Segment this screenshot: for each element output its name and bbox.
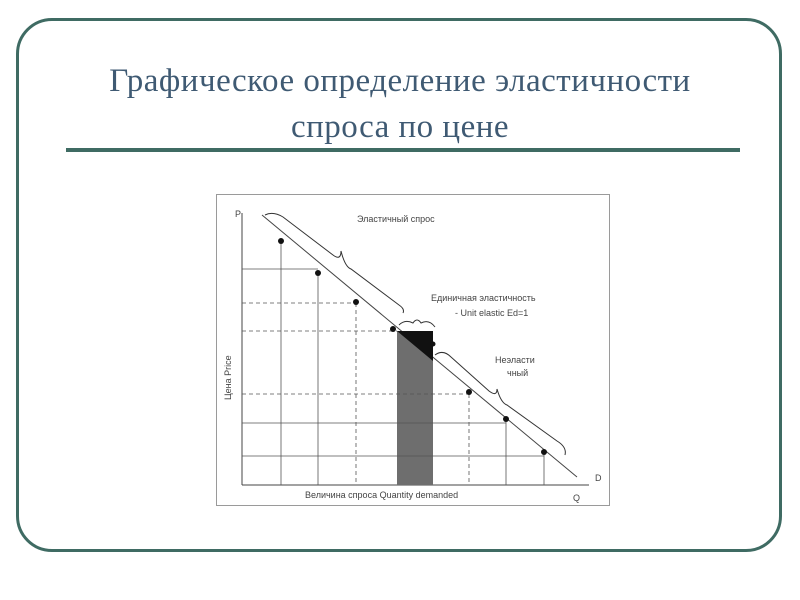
x-axis-label: Величина спроса Quantity demanded	[305, 490, 459, 500]
unit-label-1: Единичная эластичность	[431, 293, 536, 303]
inelastic-label-1: Неэласти	[495, 355, 535, 365]
inelastic-brace	[435, 352, 565, 455]
curve-point	[353, 299, 359, 305]
axis-p-label: P	[235, 209, 242, 219]
curve-point	[503, 416, 509, 422]
y-axis-label: Цена Price	[223, 355, 233, 400]
elastic-label: Эластичный спрос	[357, 214, 435, 224]
title-line-2: спроса по цене	[290, 109, 510, 145]
inelastic-label-2: чный	[507, 368, 529, 378]
unit-label-2: - Unit elastic Ed=1	[455, 308, 529, 318]
curve-point	[315, 270, 321, 276]
elastic-brace	[265, 213, 404, 313]
diagram-canvas	[217, 195, 609, 505]
curve-point	[466, 389, 472, 395]
curve-point	[541, 449, 547, 455]
slide-title	[40, 58, 760, 150]
demand-label: D	[595, 473, 602, 483]
axis-q-label: Q	[573, 493, 581, 503]
curve-point	[278, 238, 284, 244]
elasticity-diagram	[216, 194, 610, 506]
curve-point	[390, 326, 396, 332]
curve-point	[431, 342, 436, 347]
title-line-1: Графическое определение эластичности	[109, 63, 691, 99]
title-divider	[66, 148, 740, 152]
unit-brace	[399, 320, 435, 327]
